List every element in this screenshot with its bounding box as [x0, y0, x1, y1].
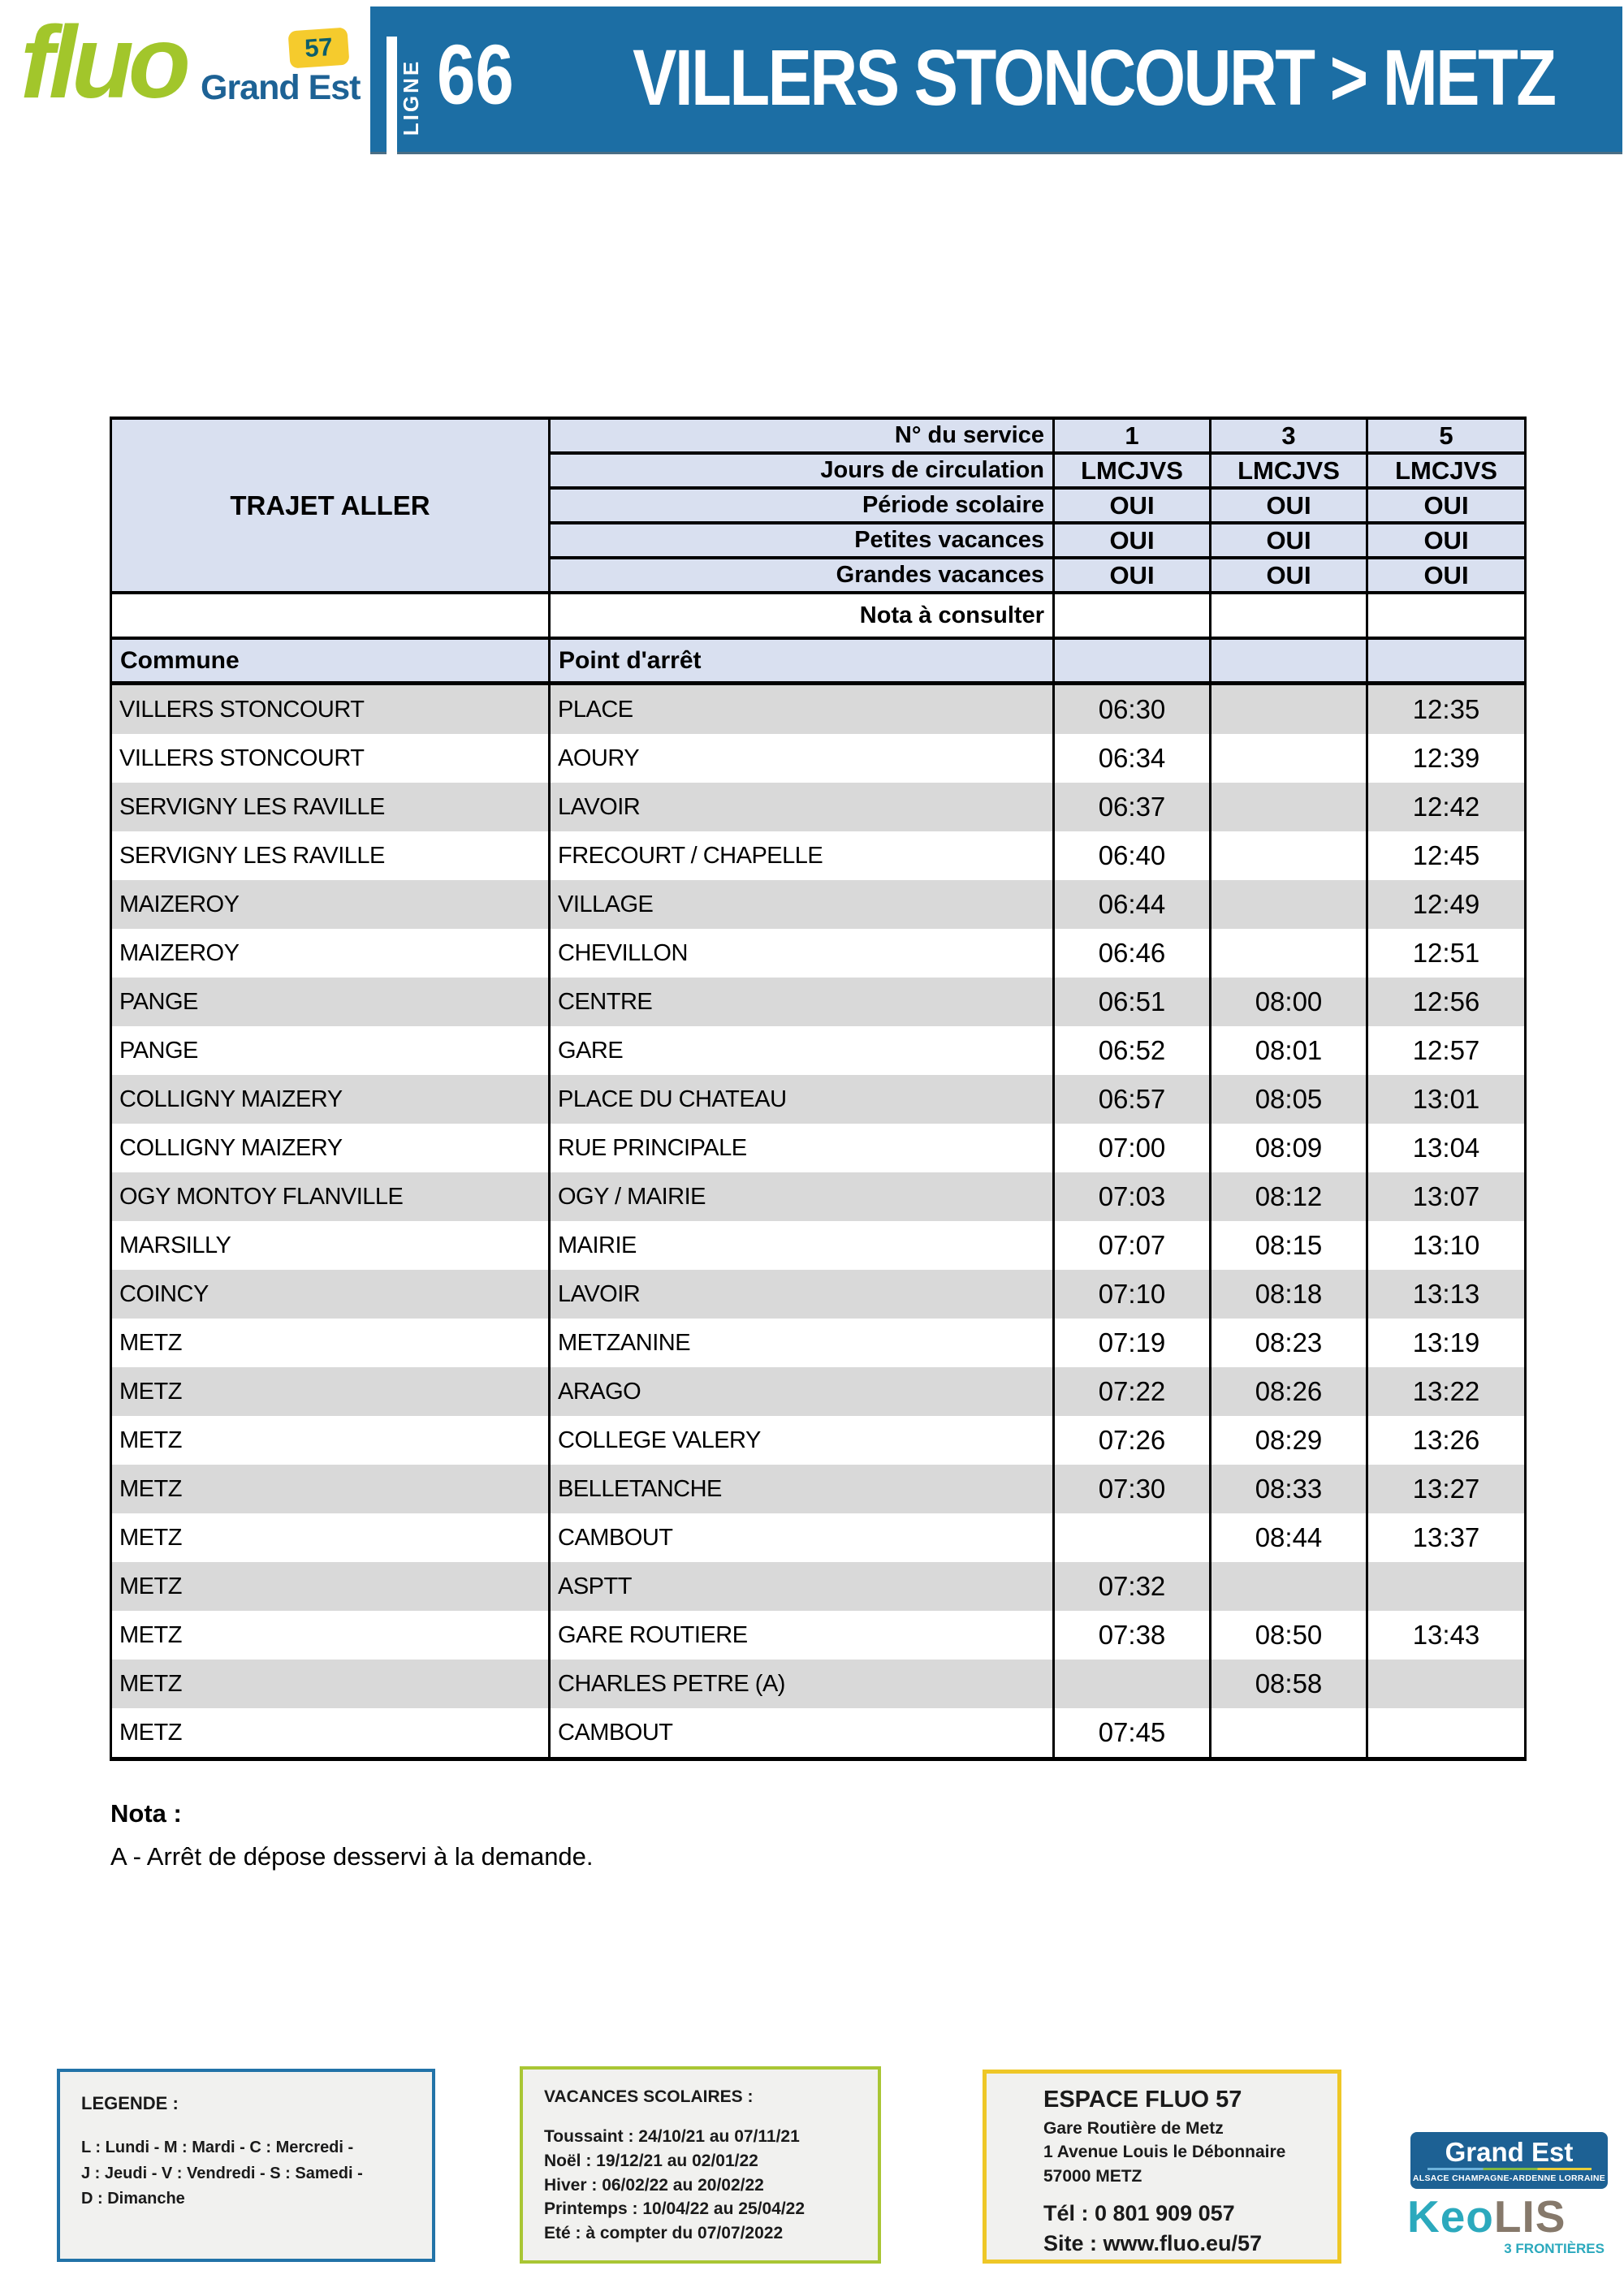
time-cell-service-1: 07:19: [1055, 1319, 1212, 1367]
time-cell-service-1: 06:46: [1055, 929, 1212, 978]
commune-cell: METZ: [112, 1562, 551, 1611]
stop-cell: FRECOURT / CHAPELLE: [551, 831, 1055, 880]
time-cell-service-5: 13:07: [1412, 1181, 1480, 1211]
time-cell-service-1: 07:30: [1055, 1465, 1212, 1513]
stop-cell: CAMBOUT: [551, 1513, 1055, 1562]
petites-vacances-flag: OUI: [1055, 524, 1212, 559]
time-cell-service-5: 13:43: [1412, 1620, 1480, 1650]
commune-cell: METZ: [112, 1513, 551, 1562]
banner-divider-bar: [387, 37, 397, 154]
timetable-header: [112, 420, 1524, 685]
commune-cell: PANGE: [112, 978, 551, 1026]
days-of-operation: LMCJVS: [1055, 455, 1212, 490]
espace-address-line: Gare Routière de Metz: [1043, 2119, 1224, 2138]
time-cell-service-5: 13:04: [1412, 1133, 1480, 1163]
department-57-badge: 57: [287, 28, 349, 69]
legend-box: [57, 2069, 435, 2262]
table-row: [112, 1416, 1524, 1465]
time-cell-service-3: 08:44: [1212, 1513, 1368, 1562]
commune-cell: COLLIGNY MAIZERY: [112, 1124, 551, 1172]
time-cell-service-3: [1212, 880, 1368, 929]
time-cell-service-1: 06:40: [1055, 831, 1212, 880]
commune-column-header: Commune: [112, 640, 551, 685]
line-banner: [370, 6, 1622, 154]
vacances-line: Eté : à compter du 07/07/2022: [544, 2224, 784, 2243]
time-cell-service-1: 06:30: [1055, 685, 1212, 734]
meta-row-label: Grandes vacances: [551, 559, 1055, 594]
time-cell-service-1: 06:52: [1055, 1026, 1212, 1075]
stop-cell: GARE ROUTIERE: [551, 1611, 1055, 1660]
time-cell-service-5: 13:22: [1412, 1376, 1480, 1406]
time-cell-service-3: 08:29: [1212, 1416, 1368, 1465]
periode-scolaire-flag: OUI: [1368, 490, 1524, 524]
table-row: [112, 1513, 1524, 1562]
time-cell-service-5: 12:57: [1412, 1035, 1480, 1065]
grand-est-logo-subtitle: ALSACE CHAMPAGNE-ARDENNE LORRAINE: [1412, 2173, 1606, 2183]
table-row: [112, 1124, 1524, 1172]
time-cell-service-1: 06:57: [1055, 1075, 1212, 1124]
commune-cell: SERVIGNY LES RAVILLE: [112, 783, 551, 831]
stop-cell: OGY / MAIRIE: [551, 1172, 1055, 1221]
timetable-body: [112, 685, 1524, 1757]
stop-cell: RUE PRINCIPALE: [551, 1124, 1055, 1172]
legend-line: J : Jeudi - V : Vendredi - S : Samedi -: [81, 2164, 363, 2182]
time-cell-service-3: 08:33: [1212, 1465, 1368, 1513]
petites-vacances-flag: OUI: [1212, 524, 1368, 559]
time-cell-service-3: [1212, 1708, 1368, 1757]
service-number: 5: [1368, 420, 1524, 455]
time-cell-service-5: 12:56: [1412, 986, 1480, 1016]
time-cell-service-5: 12:42: [1412, 792, 1480, 822]
time-cell-service-5: 13:19: [1412, 1327, 1480, 1357]
time-cell-service-1: 06:37: [1055, 783, 1212, 831]
table-row: [112, 1562, 1524, 1611]
time-cell-service-5: 13:27: [1412, 1474, 1480, 1504]
table-row: [112, 1611, 1524, 1660]
stop-cell: METZANINE: [551, 1319, 1055, 1367]
nota-section: [110, 1799, 594, 1871]
time-cell-service-1: 06:34: [1055, 734, 1212, 783]
time-cell-service-1: 07:26: [1055, 1416, 1212, 1465]
time-cell-service-3: [1212, 831, 1368, 880]
stop-cell: ASPTT: [551, 1562, 1055, 1611]
stop-cell: CAMBOUT: [551, 1708, 1055, 1757]
time-cell-service-3: 08:58: [1212, 1660, 1368, 1708]
stop-cell: AOURY: [551, 734, 1055, 783]
table-row: [112, 734, 1524, 783]
stop-cell: ARAGO: [551, 1367, 1055, 1416]
commune-cell: METZ: [112, 1416, 551, 1465]
table-row: [112, 783, 1524, 831]
stop-cell: BELLETANCHE: [551, 1465, 1055, 1513]
time-cell-service-3: [1212, 685, 1368, 734]
time-cell-service-5: 13:26: [1412, 1425, 1480, 1455]
espace-website: Site : www.fluo.eu/57: [1043, 2230, 1263, 2255]
route-title: VILLERS STONCOURT > METZ: [633, 32, 1555, 122]
stop-cell: PLACE: [551, 685, 1055, 734]
meta-row-label: Période scolaire: [551, 490, 1055, 524]
grand-est-wordmark: Grand Est: [201, 68, 361, 107]
vacances-line: Hiver : 06/02/22 au 20/02/22: [544, 2175, 764, 2195]
commune-cell: VILLERS STONCOURT: [112, 685, 551, 734]
time-cell-service-5: 13:37: [1412, 1522, 1480, 1552]
commune-cell: VILLERS STONCOURT: [112, 734, 551, 783]
commune-cell: PANGE: [112, 1026, 551, 1075]
grand-est-logo: [1410, 2132, 1608, 2189]
header-empty-cell: [1368, 640, 1524, 685]
time-cell-service-5: 13:13: [1412, 1279, 1480, 1309]
time-cell-service-5: [1368, 1562, 1524, 1611]
table-row: [112, 831, 1524, 880]
stop-cell: PLACE DU CHATEAU: [551, 1075, 1055, 1124]
commune-cell: METZ: [112, 1319, 551, 1367]
service-number: 3: [1212, 420, 1368, 455]
nota-value: [1368, 594, 1524, 640]
meta-row-label: Petites vacances: [551, 524, 1055, 559]
vacances-line: Noël : 19/12/21 au 02/01/22: [544, 2151, 758, 2170]
vacances-scolaires-box: [520, 2066, 881, 2264]
time-cell-service-1: 07:10: [1055, 1270, 1212, 1319]
commune-cell: COINCY: [112, 1270, 551, 1319]
time-cell-service-1: 07:32: [1055, 1562, 1212, 1611]
vacances-line: Toussaint : 24/10/21 au 07/11/21: [544, 2127, 800, 2146]
table-row: [112, 1026, 1524, 1075]
stop-column-header: Point d'arrêt: [551, 640, 1055, 685]
table-row: [112, 978, 1524, 1026]
time-cell-service-1: 06:44: [1055, 880, 1212, 929]
days-of-operation: LMCJVS: [1368, 455, 1524, 490]
legend-line: L : Lundi - M : Mardi - C : Mercredi -: [81, 2139, 354, 2156]
commune-cell: MAIZEROY: [112, 880, 551, 929]
espace-fluo-box: [983, 2070, 1341, 2264]
time-cell-service-3: 08:18: [1212, 1270, 1368, 1319]
meta-row-label: Nota à consulter: [551, 594, 1055, 640]
time-cell-service-1: 07:45: [1055, 1708, 1212, 1757]
keolis-logo-name: KeoLIS: [1407, 2191, 1566, 2242]
espace-title: ESPACE FLUO 57: [1043, 2087, 1242, 2113]
stop-cell: CENTRE: [551, 978, 1055, 1026]
commune-cell: MAIZEROY: [112, 929, 551, 978]
time-cell-service-3: 08:05: [1212, 1075, 1368, 1124]
time-cell-service-1: 07:22: [1055, 1367, 1212, 1416]
grandes-vacances-flag: OUI: [1055, 559, 1212, 594]
table-row: [112, 1708, 1524, 1757]
nota-value: [1212, 594, 1368, 640]
vacances-title: VACANCES SCOLAIRES :: [544, 2087, 754, 2106]
table-row: [112, 685, 1524, 734]
table-row: [112, 1367, 1524, 1416]
espace-address-line: 1 Avenue Louis le Débonnaire: [1043, 2143, 1286, 2162]
time-cell-service-5: [1368, 1708, 1524, 1757]
legend-lines: [81, 2135, 414, 2212]
table-row: [112, 1075, 1524, 1124]
stop-cell: MAIRIE: [551, 1221, 1055, 1270]
time-cell-service-3: 08:09: [1212, 1124, 1368, 1172]
grandes-vacances-flag: OUI: [1368, 559, 1524, 594]
stop-cell: CHEVILLON: [551, 929, 1055, 978]
commune-cell: METZ: [112, 1708, 551, 1757]
espace-phone: Tél : 0 801 909 057: [1043, 2201, 1235, 2226]
days-of-operation: LMCJVS: [1212, 455, 1368, 490]
legend-title: LEGENDE :: [81, 2093, 179, 2113]
vacances-lines: [544, 2125, 863, 2246]
table-row: [112, 929, 1524, 978]
nota-value: [1055, 594, 1212, 640]
meta-row-label: N° du service: [551, 420, 1055, 455]
petites-vacances-flag: OUI: [1368, 524, 1524, 559]
nota-row-spacer: [112, 594, 551, 640]
meta-row-label: Jours de circulation: [551, 455, 1055, 490]
time-cell-service-1: [1055, 1660, 1212, 1708]
stop-cell: GARE: [551, 1026, 1055, 1075]
timetable: [110, 417, 1527, 1761]
time-cell-service-3: [1212, 1562, 1368, 1611]
periode-scolaire-flag: OUI: [1212, 490, 1368, 524]
grand-est-logo-name: Grand Est: [1445, 2136, 1574, 2167]
table-row: [112, 880, 1524, 929]
commune-cell: MARSILLY: [112, 1221, 551, 1270]
stop-cell: LAVOIR: [551, 1270, 1055, 1319]
periode-scolaire-flag: OUI: [1055, 490, 1212, 524]
table-row: [112, 1465, 1524, 1513]
time-cell-service-3: [1212, 734, 1368, 783]
time-cell-service-1: 07:00: [1055, 1124, 1212, 1172]
time-cell-service-1: [1055, 1513, 1212, 1562]
keolis-logo-subtitle: 3 FRONTIÈRES: [1504, 2241, 1605, 2256]
espace-address: [1043, 2117, 1329, 2188]
time-cell-service-5: [1368, 1660, 1524, 1708]
nota-text: A - Arrêt de dépose desservi à la demande.: [110, 1842, 594, 1871]
espace-address-line: 57000 METZ: [1043, 2166, 1142, 2186]
grand-est-logo-tricolor-line: [1427, 2168, 1592, 2170]
grandes-vacances-flag: OUI: [1212, 559, 1368, 594]
header-empty-cell: [1055, 640, 1212, 685]
time-cell-service-1: 07:03: [1055, 1172, 1212, 1221]
table-row: [112, 1270, 1524, 1319]
time-cell-service-5: 13:10: [1412, 1230, 1480, 1260]
time-cell-service-5: 12:35: [1412, 694, 1480, 724]
time-cell-service-3: 08:01: [1212, 1026, 1368, 1075]
time-cell-service-3: [1212, 929, 1368, 978]
ligne-vertical-label: LIGNE: [399, 58, 423, 136]
time-cell-service-3: 08:50: [1212, 1611, 1368, 1660]
time-cell-service-3: 08:23: [1212, 1319, 1368, 1367]
legend-line: D : Dimanche: [81, 2190, 185, 2208]
time-cell-service-3: 08:15: [1212, 1221, 1368, 1270]
stop-cell: CHARLES PETRE (A): [551, 1660, 1055, 1708]
time-cell-service-5: 12:51: [1412, 938, 1480, 968]
time-cell-service-3: [1212, 783, 1368, 831]
commune-cell: METZ: [112, 1611, 551, 1660]
time-cell-service-5: 13:01: [1412, 1084, 1480, 1114]
trajet-aller-cell: TRAJET ALLER: [112, 420, 551, 594]
time-cell-service-5: 12:45: [1412, 840, 1480, 870]
time-cell-service-3: 08:00: [1212, 978, 1368, 1026]
time-cell-service-3: 08:26: [1212, 1367, 1368, 1416]
time-cell-service-5: 12:49: [1412, 889, 1480, 919]
espace-contact: [1043, 2199, 1329, 2258]
stop-cell: COLLEGE VALERY: [551, 1416, 1055, 1465]
table-row: [112, 1172, 1524, 1221]
vacances-line: Printemps : 10/04/22 au 25/04/22: [544, 2199, 806, 2219]
line-number: 66: [437, 28, 514, 123]
commune-cell: SERVIGNY LES RAVILLE: [112, 831, 551, 880]
table-row: [112, 1319, 1524, 1367]
fluo-logo: fluo: [20, 5, 185, 119]
commune-cell: METZ: [112, 1660, 551, 1708]
table-row: [112, 1221, 1524, 1270]
service-number: 1: [1055, 420, 1212, 455]
time-cell-service-5: 12:39: [1412, 743, 1480, 773]
table-row: [112, 1660, 1524, 1708]
stop-cell: LAVOIR: [551, 783, 1055, 831]
commune-cell: OGY MONTOY FLANVILLE: [112, 1172, 551, 1221]
stop-cell: VILLAGE: [551, 880, 1055, 929]
time-cell-service-3: 08:12: [1212, 1172, 1368, 1221]
commune-cell: METZ: [112, 1367, 551, 1416]
commune-cell: COLLIGNY MAIZERY: [112, 1075, 551, 1124]
time-cell-service-1: 06:51: [1055, 978, 1212, 1026]
commune-cell: METZ: [112, 1465, 551, 1513]
time-cell-service-1: 07:38: [1055, 1611, 1212, 1660]
nota-title: Nota :: [110, 1799, 182, 1828]
time-cell-service-1: 07:07: [1055, 1221, 1212, 1270]
header-empty-cell: [1212, 640, 1368, 685]
keolis-logo: [1407, 2191, 1605, 2257]
